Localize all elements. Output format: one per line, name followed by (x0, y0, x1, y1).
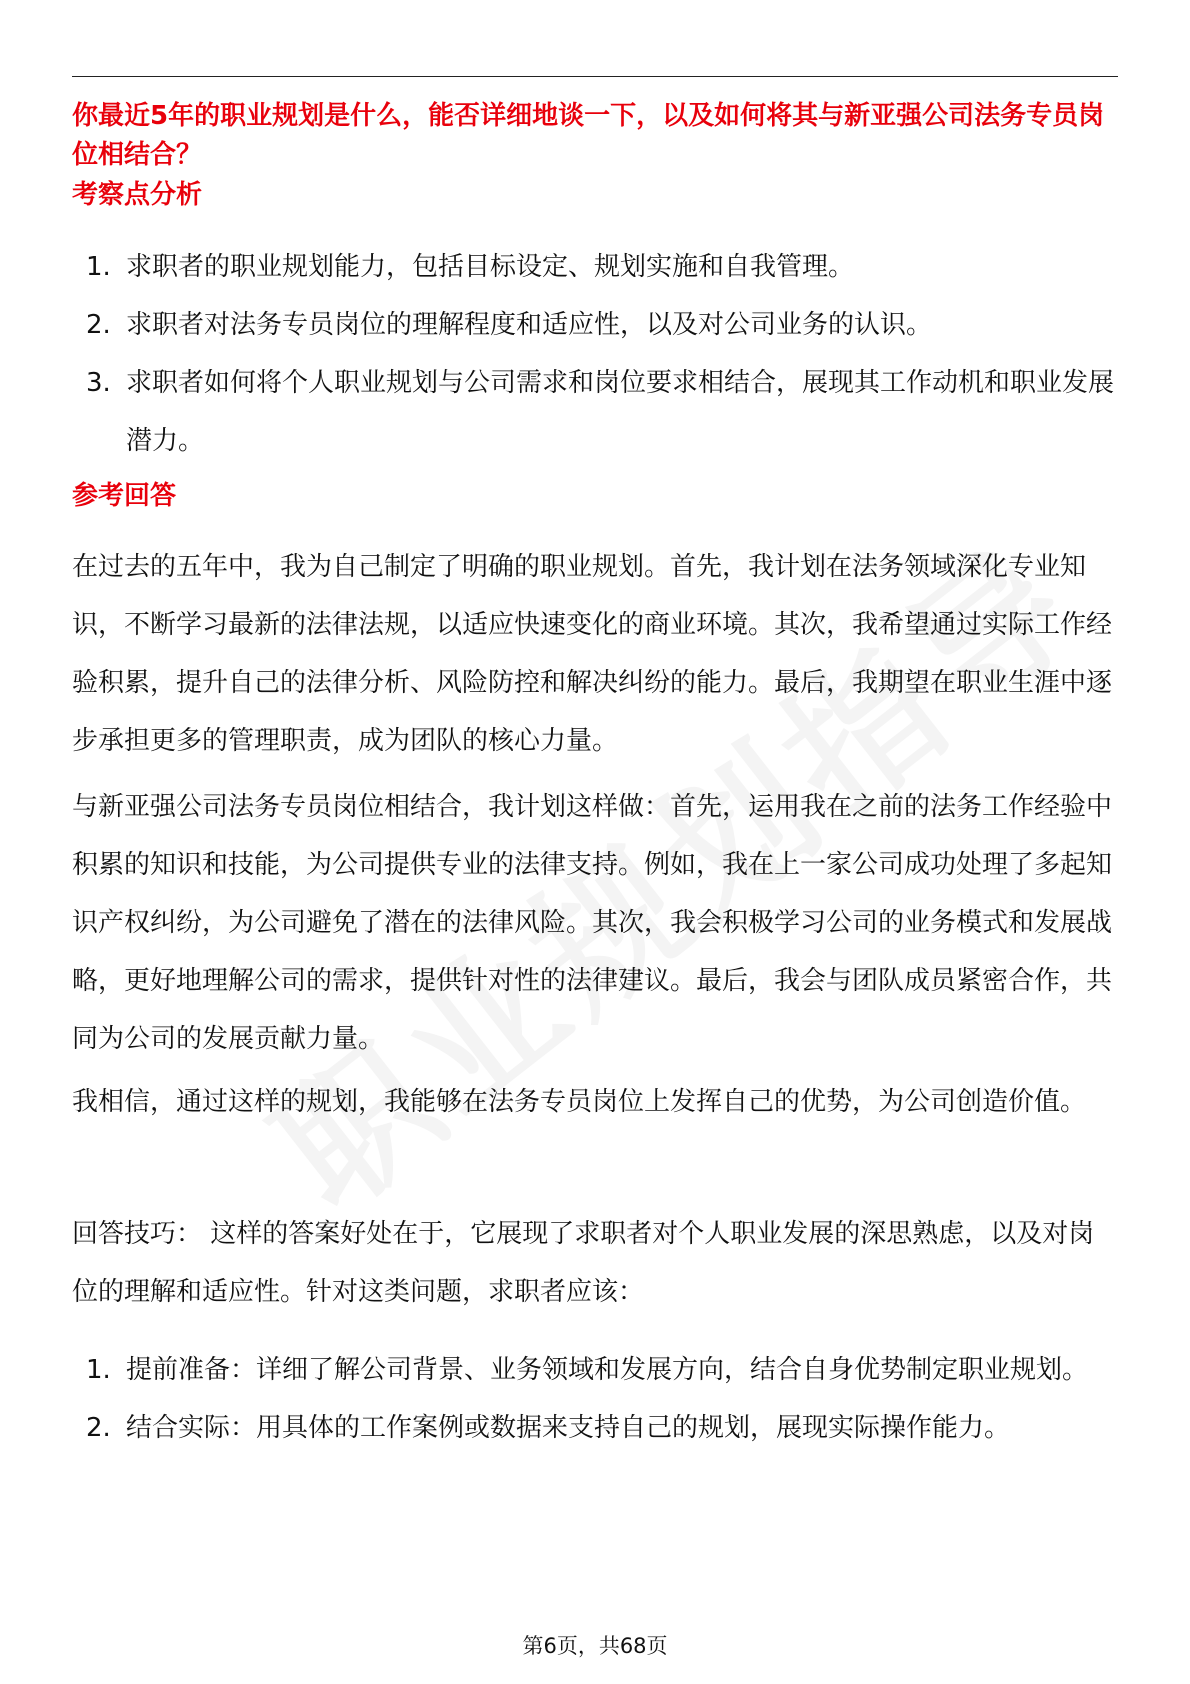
list-text: 求职者对法务专员岗位的理解程度和适应性，以及对公司业务的认识。 (126, 310, 933, 340)
list-item (72, 238, 1118, 296)
list-number: 1. (86, 1355, 111, 1385)
list-number: 1. (86, 252, 111, 282)
answer-paragraph: 在过去的五年中，我为自己制定了明确的职业规划。首先，我计划在法务领域深化专业知识，不断学习最新的法律法规，以适应快速变化的商业环境。其次，我希望通过实际工作经验积累，提升自己的法律分析、风险防控和解决纠纷的能力。最后，我期望在职业生涯中逐步承担更多的管理职责，成为团队的核心力量。 (72, 552, 1113, 756)
list-item (72, 354, 1118, 470)
list-number: 2. (86, 1413, 111, 1443)
question-heading: 你最近5年的职业规划是什么，能否详细地谈一下，以及如何将其与新亚强公司法务专员岗位相结合？ (72, 101, 1105, 170)
analysis-list (72, 238, 1118, 470)
list-text: 提前准备：详细了解公司背景、业务领域和发展方向，结合自身优势制定职业规划。 (126, 1355, 1089, 1385)
list-text: 结合实际：用具体的工作案例或数据来支持自己的规划，展现实际操作能力。 (126, 1413, 1011, 1443)
answer-paragraph: 与新亚强公司法务专员岗位相结合，我计划这样做：首先，运用我在之前的法务工作经验中积累的知识和技能，为公司提供专业的法律支持。例如，我在上一家公司成功处理了多起知识产权纠纷，为公司避免了潜在的法律风险。其次，我会积极学习公司的业务模式和发展战略，更好地理解公司的需求，提供针对性的法律建议。最后，我会与团队成员紧密合作，共同为公司的发展贡献力量。 (72, 792, 1113, 1054)
tips-list (72, 1341, 1118, 1457)
page-number-footer: 第6页，共68页 (522, 1634, 668, 1658)
analysis-title: 考察点分析 (72, 180, 203, 210)
list-text: 求职者如何将个人职业规划与公司需求和岗位要求相结合，展现其工作动机和职业发展潜力。 (126, 368, 1115, 456)
list-item (72, 1399, 1118, 1457)
list-item (72, 1341, 1118, 1399)
answer-tips-intro: 回答技巧： 这样的答案好处在于，它展现了求职者对个人职业发展的深思熟虑，以及对岗位的理解和适应性。针对这类问题，求职者应该： (72, 1219, 1095, 1307)
answer-paragraph: 我相信，通过这样的规划，我能够在法务专员岗位上发挥自己的优势，为公司创造价值。 (72, 1087, 1087, 1117)
list-text: 求职者的职业规划能力，包括目标设定、规划实施和自我管理。 (126, 252, 855, 282)
list-item (72, 296, 1118, 354)
list-number: 2. (86, 310, 111, 340)
top-rule (72, 76, 1118, 77)
list-number: 3. (86, 368, 111, 398)
answer-title: 参考回答 (72, 481, 177, 511)
